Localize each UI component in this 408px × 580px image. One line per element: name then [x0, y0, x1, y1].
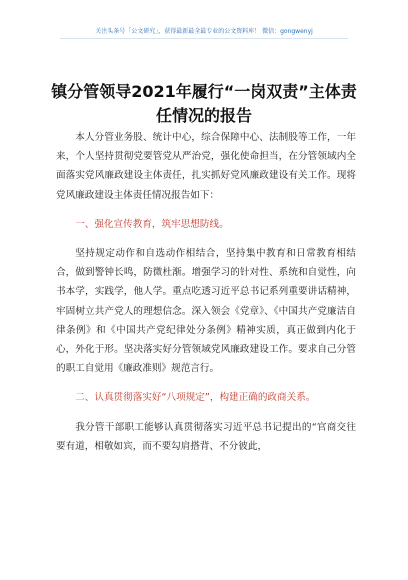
- section-2-paragraph: 我分管干部职工能够认真贯彻落实习近平总书记提出的“官商交往要有道，相敬如宾，而不要勾肩搭背、不分彼此，: [56, 421, 356, 452]
- document-body: [56, 128, 356, 456]
- spacer: [56, 378, 356, 384]
- section-2-heading: 二、认真贯彻落实好“八项规定”，构建正确的政商关系。: [75, 392, 316, 404]
- section-1-paragraph: 坚持规定动作和自选动作相结合，坚持集中教育和日常教育相结合，做到警钟长鸣，防微杜渐。增强学习的针对性、系统和自觉性，向书本学，实践学，他人学。重点吃透习近平总书记系列重要讲话精神，牢固树立共产党人的理想信念。深入领会《党章》、《中国共产党廉洁自律条例》和《中国共产党纪律处分条例》精神实质，真正做到内化于心，外化于形。坚决落实好分管领域党风廉政建设工作。要求自己分管的职工自觉用《廉政准则》规范言行。: [56, 248, 356, 375]
- intro-paragraph: 本人分管业务股、统计中心，综合保障中心、法制股等工作，一年来，个人坚持贯彻党要管党从严治党，强化使命担当，在分管领域内全面落实党风廉政建设主体责任，扎实抓好党风廉政建设有关工作。现将党风廉政建设主体责任情况报告如下：: [56, 132, 356, 201]
- spacer: [56, 205, 356, 211]
- section-1-heading: 一、强化宣传教育，筑牢思想防线。: [75, 218, 229, 230]
- header-banner[interactable]: 关注头条号「公文研究」，获得最新最全最专业的公文资料库！ 微信：gongwenyj: [95, 28, 313, 35]
- banner-divider: [60, 38, 348, 39]
- document-title: 镇分管领导2021年履行“一岗双责”主体责任情况的报告: [51, 82, 357, 125]
